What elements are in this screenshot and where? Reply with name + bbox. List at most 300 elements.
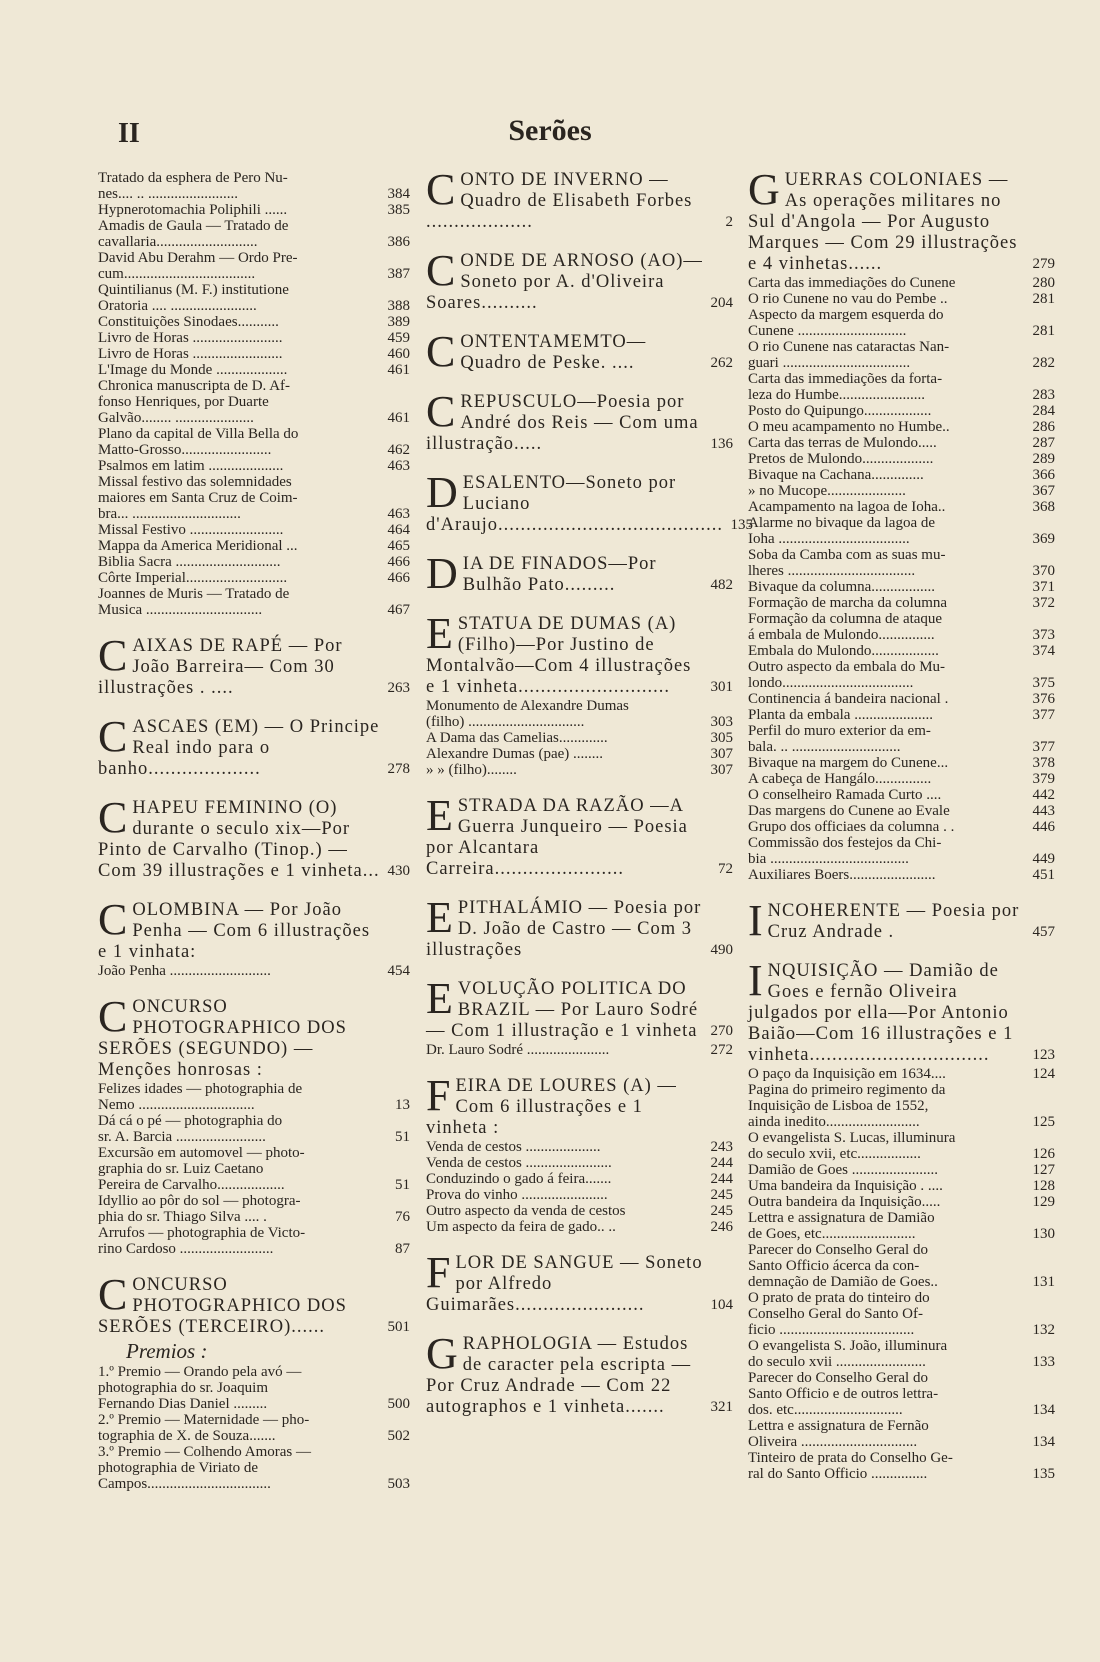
page-ref: 135: [730, 517, 753, 533]
page-ref: 502: [387, 1428, 410, 1444]
entry-text: O paço da Inquisição em 1634....: [748, 1066, 946, 1082]
page-title: Serões: [508, 114, 592, 147]
index-entry: [748, 387, 1055, 403]
spacer: [426, 778, 733, 796]
drop-cap: G: [426, 1329, 459, 1378]
drop-cap: C: [98, 992, 129, 1041]
entry-text: graphia do sr. Luiz Caetano: [98, 1161, 264, 1177]
page-ref: 244: [710, 1171, 733, 1187]
index-entry: [426, 762, 733, 778]
page-ref: 463: [387, 506, 410, 522]
spacer: [98, 699, 410, 717]
index-entry: [748, 1226, 1055, 1242]
page-ref: 442: [1032, 787, 1055, 803]
entry-text: Galvão........ .....................: [98, 410, 254, 426]
drop-cap: D: [426, 468, 459, 517]
index-entry: [748, 515, 1055, 531]
index-entry: [426, 698, 733, 714]
index-entry: [98, 602, 410, 618]
drop-cap: C: [98, 895, 129, 944]
index-entry: [98, 586, 410, 602]
entry-text: photographia do sr. Joaquim: [98, 1380, 268, 1396]
index-entry: [748, 275, 1055, 291]
section-title: [426, 974, 703, 1042]
page-ref: 376: [1032, 691, 1055, 707]
index-entry: [748, 803, 1055, 819]
page-ref: 287: [1032, 435, 1055, 451]
page-ref: 388: [387, 298, 410, 314]
drop-cap: F: [426, 1248, 452, 1297]
spacer: [426, 596, 733, 614]
entry-text: Outro aspecto da venda de cestos: [426, 1203, 626, 1219]
section-title: [98, 1270, 380, 1338]
entry-text: Um aspecto da feira de gado.. ..: [426, 1219, 616, 1235]
entry-text: Dá cá o pé — photographia do: [98, 1113, 283, 1129]
index-entry: [748, 483, 1055, 499]
entry-text: O evangelista S. Lucas, illuminura: [748, 1130, 956, 1146]
entry-text: ral do Santo Officio ...............: [748, 1466, 928, 1482]
index-entry: [748, 291, 1055, 307]
entry-text: bra... .............................: [98, 506, 241, 522]
entry-text: Musica ...............................: [98, 602, 263, 618]
entry-text: demnação de Damião de Goes..: [748, 1274, 938, 1290]
entry-text: Bivaque na Cachana..............: [748, 467, 924, 483]
index-entry: [748, 563, 1055, 579]
entry-text: Carta das immediações do Cunene: [748, 275, 956, 291]
page-ref: 379: [1032, 771, 1055, 787]
index-entry: [98, 1097, 410, 1113]
index-entry: [748, 723, 1055, 739]
entry-text: photographia de Viriato de: [98, 1460, 259, 1476]
section-entry: [426, 974, 733, 1042]
entry-text: Missal festivo das solemnidades: [98, 474, 292, 490]
page-ref: 282: [1032, 355, 1055, 371]
entry-text: Conselho Geral do Santo Of-: [748, 1306, 923, 1322]
entry-text: bia .....................................: [748, 851, 909, 867]
index-entry: [748, 371, 1055, 387]
index-entry: [748, 1130, 1055, 1146]
section-entry: [426, 327, 733, 376]
section-entry: [426, 791, 733, 880]
premios-heading: Premios :: [126, 1339, 208, 1363]
entry-text: Embala do Mulondo..................: [748, 643, 939, 659]
page-ref: 490: [710, 942, 733, 958]
spacer: [426, 1235, 733, 1253]
entry-text: Lettra e assignatura de Damião: [748, 1210, 935, 1226]
entry-text: Monumento de Alexandre Dumas: [426, 698, 629, 714]
index-entry: [98, 1177, 410, 1193]
entry-text: Formação da columna de ataque: [748, 611, 943, 627]
section-title: [748, 956, 1025, 1066]
entry-text: » no Mucope.....................: [748, 483, 906, 499]
index-entry: [426, 746, 733, 762]
section-entry: [426, 246, 733, 314]
section-entry: [426, 387, 733, 455]
index-entry: [748, 1178, 1055, 1194]
page-ref: 305: [710, 730, 733, 746]
index-entry: [748, 1418, 1055, 1434]
index-entry: [98, 1364, 410, 1380]
page-ref: 129: [1032, 1194, 1055, 1210]
section-title: [98, 992, 380, 1081]
index-entry: [98, 1460, 410, 1476]
drop-cap: E: [426, 974, 454, 1023]
drop-cap: D: [426, 549, 459, 598]
entry-text: Mappa da America Meridional ...: [98, 538, 298, 554]
index-entry: [98, 378, 410, 394]
index-entry: [748, 739, 1055, 755]
entry-text: Cunene .............................: [748, 323, 907, 339]
page-ref: 123: [1032, 1047, 1055, 1063]
entry-text: Tinteiro de prata do Conselho Ge-: [748, 1450, 953, 1466]
index-entry: [748, 403, 1055, 419]
index-entry: [748, 467, 1055, 483]
section-entry: [426, 1329, 733, 1418]
drop-cap: E: [426, 893, 454, 942]
entry-text: Soba da Camba com as suas mu-: [748, 547, 946, 563]
page-ref: 124: [1032, 1066, 1055, 1082]
index-entry: [98, 1193, 410, 1209]
entry-text: O meu acampamento no Humbe..: [748, 419, 950, 435]
section-text: EIRA DE LOURES (A) —Com 6 illustrações e 1 vinheta :: [426, 1076, 677, 1138]
index-entry: [98, 1225, 410, 1241]
index-entry: [98, 1241, 410, 1257]
drop-cap: C: [98, 1270, 129, 1319]
section-text: ONDE DE ARNOSO (AO)—Soneto por A. d'Oliveira Soares..........: [426, 251, 703, 313]
section-text: OLOMBINA — Por João Penha — Com 6 illustrações e 1 vinhata:: [98, 900, 371, 962]
page-ref: 466: [387, 570, 410, 586]
page-ref: 131: [1032, 1274, 1055, 1290]
page-ref: 368: [1032, 499, 1055, 515]
page-ref: 134: [1032, 1434, 1055, 1450]
section-title: [426, 549, 703, 598]
page-ref: 461: [387, 410, 410, 426]
index-entry: [98, 234, 410, 250]
page-ref: 204: [710, 295, 733, 311]
index-entry: [748, 355, 1055, 371]
drop-cap: C: [426, 246, 457, 295]
page-ref: 501: [387, 1319, 410, 1335]
index-entry: [98, 554, 410, 570]
section-entry: [748, 165, 1055, 275]
index-entry: [426, 1219, 733, 1235]
entry-text: do seculo xvii ........................: [748, 1354, 926, 1370]
index-entry: [98, 410, 410, 426]
index-entry: [98, 506, 410, 522]
entry-text: Biblia Sacra ............................: [98, 554, 281, 570]
entry-text: Joannes de Muris — Tratado de: [98, 586, 290, 602]
page-ref: 283: [1032, 387, 1055, 403]
section-title: [98, 895, 380, 963]
spacer: [426, 314, 733, 332]
entry-text: Parecer do Conselho Geral do: [748, 1242, 928, 1258]
index-entry: [98, 298, 410, 314]
spacer: [98, 979, 410, 997]
section-text: NQUISIÇÃO — Damião de Goes e fernão Oliveira julgados por ella—Por Antonio Baião—Com 16 illustrações e 1 vinheta................................: [748, 961, 1014, 1065]
entry-text: Santo Officio e de outros lettra-: [748, 1386, 939, 1402]
index-entry: [748, 579, 1055, 595]
index-entry: [748, 1162, 1055, 1178]
section-entry: [426, 893, 733, 961]
entry-text: sr. A. Barcia ........................: [98, 1129, 266, 1145]
index-entry: [748, 1242, 1055, 1258]
index-column-3: [748, 165, 1055, 1482]
page-ref: 284: [1032, 403, 1055, 419]
index-entry: [748, 1370, 1055, 1386]
section-text: REPUSCULO—Poesia por André dos Reis — Com uma illustração.....: [426, 392, 699, 454]
section-text: IA DE FINADOS—Por Bulhão Pato.........: [462, 554, 657, 595]
section-entry: [426, 468, 753, 536]
entry-text: leza do Humbe.......................: [748, 387, 926, 403]
section-text: STATUA DE DUMAS (A) (Filho)—Por Justino de Montalvão—Com 4 illustrações e 1 vinheta...........................: [426, 614, 692, 697]
page-ref: 289: [1032, 451, 1055, 467]
index-entry: [748, 691, 1055, 707]
page-ref: 451: [1032, 867, 1055, 883]
page-ref: 500: [387, 1396, 410, 1412]
entry-text: á embala de Mulondo...............: [748, 627, 935, 643]
entry-text: Damião de Goes .......................: [748, 1162, 938, 1178]
spacer: [426, 536, 733, 554]
index-entry: [98, 490, 410, 506]
section-text: VOLUÇÃO POLITICA DO BRAZIL — Por Lauro Sodré — Com 1 illustração e 1 vinheta: [426, 979, 699, 1041]
page-ref: 245: [710, 1203, 733, 1219]
entry-text: Fernando Dias Daniel .........: [98, 1396, 268, 1412]
entry-text: Continencia á bandeira nacional .: [748, 691, 949, 707]
index-entry: [98, 314, 410, 330]
entry-text: Arrufos — photographia de Victo-: [98, 1225, 306, 1241]
spacer: [98, 882, 410, 900]
entry-text: A Dama das Camelias.............: [426, 730, 608, 746]
page-ref: 386: [387, 234, 410, 250]
page-ref: 466: [387, 554, 410, 570]
index-entry: [748, 547, 1055, 563]
page-ref: 430: [387, 863, 410, 879]
entry-text: Nemo ...............................: [98, 1097, 255, 1113]
spacer: [748, 883, 1055, 901]
index-entry: [748, 1450, 1055, 1466]
section-entry: [426, 609, 733, 698]
entry-text: Tratado da esphera de Pero Nu-: [98, 170, 288, 186]
index-entry: [98, 250, 410, 266]
section-title: [426, 1248, 703, 1316]
section-entry: [98, 1270, 410, 1338]
page-ref: 307: [710, 746, 733, 762]
index-entry: [748, 787, 1055, 803]
entry-text: Venda de cestos ....................: [426, 1139, 601, 1155]
index-entry: [748, 1258, 1055, 1274]
page-ref: 51: [395, 1129, 410, 1145]
page-ref: 280: [1032, 275, 1055, 291]
index-entry: [748, 1194, 1055, 1210]
index-entry: [98, 522, 410, 538]
entry-text: O rio Cunene nas cataractas Nan-: [748, 339, 950, 355]
section-title: [748, 165, 1025, 275]
index-entry: [748, 627, 1055, 643]
entry-text: Parecer do Conselho Geral do: [748, 1370, 928, 1386]
index-entry: [98, 1380, 410, 1396]
index-entry: [748, 451, 1055, 467]
section-text: AIXAS DE RAPÉ — Por João Barreira— Com 30 illustrações . ....: [98, 636, 343, 698]
page-ref: 279: [1032, 256, 1055, 272]
entry-text: Livro de Horas ........................: [98, 346, 283, 362]
entry-text: Auxiliares Boers.......................: [748, 867, 936, 883]
index-entry: [748, 1466, 1055, 1482]
section-entry: [426, 549, 733, 598]
entry-text: Acampamento na lagoa de Ioha..: [748, 499, 946, 515]
entry-text: Pereira de Carvalho..................: [98, 1177, 285, 1193]
page-ref: 446: [1032, 819, 1055, 835]
index-entry: [748, 659, 1055, 675]
index-entry: [98, 266, 410, 282]
entry-text: cum...................................: [98, 266, 256, 282]
entry-text: Livro de Horas ........................: [98, 330, 283, 346]
entry-text: Matto-Grosso........................: [98, 442, 272, 458]
drop-cap: I: [748, 896, 764, 945]
index-entry: [98, 1396, 410, 1412]
entry-text: Carta das immediações da forta-: [748, 371, 943, 387]
entry-text: londo...................................: [748, 675, 914, 691]
entry-text: Conduzindo o gado á feira.......: [426, 1171, 612, 1187]
entry-text: João Penha ...........................: [98, 963, 271, 979]
index-entry: [98, 570, 410, 586]
entry-text: Pagina do primeiro regimento da: [748, 1082, 946, 1098]
section-title: [98, 793, 380, 882]
spacer: [98, 1257, 410, 1275]
drop-cap: E: [426, 609, 454, 658]
section-text: ONTO DE INVERNO — Quadro de Elisabeth Forbes ...................: [426, 170, 693, 232]
index-entry: [98, 1209, 410, 1225]
section-entry: [748, 896, 1055, 945]
entry-text: Perfil do muro exterior da em-: [748, 723, 931, 739]
section-title: [426, 893, 703, 961]
page-ref: 281: [1032, 323, 1055, 339]
section-title: [98, 631, 380, 699]
entry-text: Chronica manuscripta de D. Af-: [98, 378, 291, 394]
entry-text: maiores em Santa Cruz de Coim-: [98, 490, 298, 506]
index-entry: [426, 730, 733, 746]
page-ref: 263: [387, 680, 410, 696]
page-ref: 467: [387, 602, 410, 618]
entry-text: Lettra e assignatura de Fernão: [748, 1418, 929, 1434]
index-entry: [98, 1476, 410, 1492]
page-ref: 301: [710, 679, 733, 695]
index-entry: [748, 835, 1055, 851]
index-entry: [748, 1098, 1055, 1114]
page-ref: 385: [387, 202, 410, 218]
index-entry: [98, 1412, 410, 1428]
page-ref: 246: [710, 1219, 733, 1235]
page-ref: 373: [1032, 627, 1055, 643]
page-number: II: [118, 118, 140, 149]
section-text: STRADA DA RAZÃO —A Guerra Junqueiro — Poesia por Alcantara Carreira.......................: [426, 796, 688, 879]
entry-text: Aspecto da margem esquerda do: [748, 307, 944, 323]
page-ref: 51: [395, 1177, 410, 1193]
entry-text: 1.º Premio — Orando pela avó —: [98, 1364, 302, 1380]
section-text: ONTENTAMEMTO— Quadro de Peske. ....: [460, 332, 647, 373]
entry-text: Oliveira ...............................: [748, 1434, 918, 1450]
page-ref: 286: [1032, 419, 1055, 435]
entry-text: guari ..................................: [748, 355, 911, 371]
index-entry: [748, 1338, 1055, 1354]
index-entry: [426, 1139, 733, 1155]
index-entry: [98, 202, 410, 218]
entry-text: 2.º Premio — Maternidade — pho-: [98, 1412, 310, 1428]
drop-cap: C: [98, 631, 129, 680]
drop-cap: F: [426, 1071, 452, 1120]
page-ref: 127: [1032, 1162, 1055, 1178]
page-ref: 136: [710, 436, 733, 452]
section-title: [426, 1329, 703, 1418]
page-ref: 307: [710, 762, 733, 778]
page-ref: 374: [1032, 643, 1055, 659]
entry-text: Posto do Quipungo..................: [748, 403, 932, 419]
index-entry: [98, 330, 410, 346]
drop-cap: G: [748, 165, 781, 214]
section-text: UERRAS COLONIAES — As operações militares no Sul d'Angola — Por Augusto Marques — Com 29 illustrações e 4 vinhetas......: [748, 170, 1018, 274]
section-title: [98, 712, 380, 780]
page-ref: 457: [1032, 924, 1055, 940]
entry-text: ficio ....................................: [748, 1322, 915, 1338]
index-entry: [748, 1434, 1055, 1450]
section-text: ONCURSO PHOTOGRAPHICO DOS SERÕES (TERCEIRO)......: [98, 1275, 347, 1337]
entry-text: tographia de X. de Souza.......: [98, 1428, 276, 1444]
section-text: ASCAES (EM) — O Principe Real indo para o banho....................: [98, 717, 380, 779]
page-ref: 262: [710, 355, 733, 371]
page-ref: 464: [387, 522, 410, 538]
spacer: [98, 618, 410, 636]
index-entry: [748, 1114, 1055, 1130]
index-entry: [98, 1161, 410, 1177]
page-ref: 2: [725, 214, 733, 230]
entry-text: » » (filho)........: [426, 762, 517, 778]
entry-text: fonso Henriques, por Duarte: [98, 394, 269, 410]
index-entry: [748, 771, 1055, 787]
entry-text: Planta da embala .....................: [748, 707, 933, 723]
page-ref: 377: [1032, 739, 1055, 755]
entry-text: Das margens do Cunene ao Evale: [748, 803, 950, 819]
page-ref: 104: [710, 1297, 733, 1313]
index-entry: [748, 307, 1055, 323]
section-entry: [426, 1248, 733, 1316]
drop-cap: C: [98, 793, 129, 842]
section-title: [426, 609, 703, 698]
index-entry: [748, 1386, 1055, 1402]
entry-text: Felizes idades — photographia de: [98, 1081, 303, 1097]
index-entry: [98, 362, 410, 378]
section-title: [426, 387, 703, 455]
index-entry: [98, 1145, 410, 1161]
page-ref: 321: [710, 1399, 733, 1415]
entry-text: O conselheiro Ramada Curto ....: [748, 787, 942, 803]
page-ref: 278: [387, 761, 410, 777]
page-ref: 503: [387, 1476, 410, 1492]
spacer: [426, 233, 733, 251]
page-ref: 371: [1032, 579, 1055, 595]
page-ref: 369: [1032, 531, 1055, 547]
entry-text: Dr. Lauro Sodré ......................: [426, 1042, 610, 1058]
entry-text: A cabeça de Hangálo...............: [748, 771, 932, 787]
section-entry: [426, 165, 733, 233]
spacer: [426, 374, 733, 392]
entry-text: Commissão dos festejos da Chi-: [748, 835, 942, 851]
drop-cap: C: [426, 165, 457, 214]
section-entry: [98, 712, 410, 780]
entry-text: L'Image du Monde ...................: [98, 362, 288, 378]
entry-text: Pretos de Mulondo...................: [748, 451, 934, 467]
page-ref: 462: [387, 442, 410, 458]
page-ref: 133: [1032, 1354, 1055, 1370]
section-text: ONCURSO PHOTOGRAPHICO DOS SERÕES (SEGUNDO) — Menções honrosas :: [98, 997, 347, 1080]
